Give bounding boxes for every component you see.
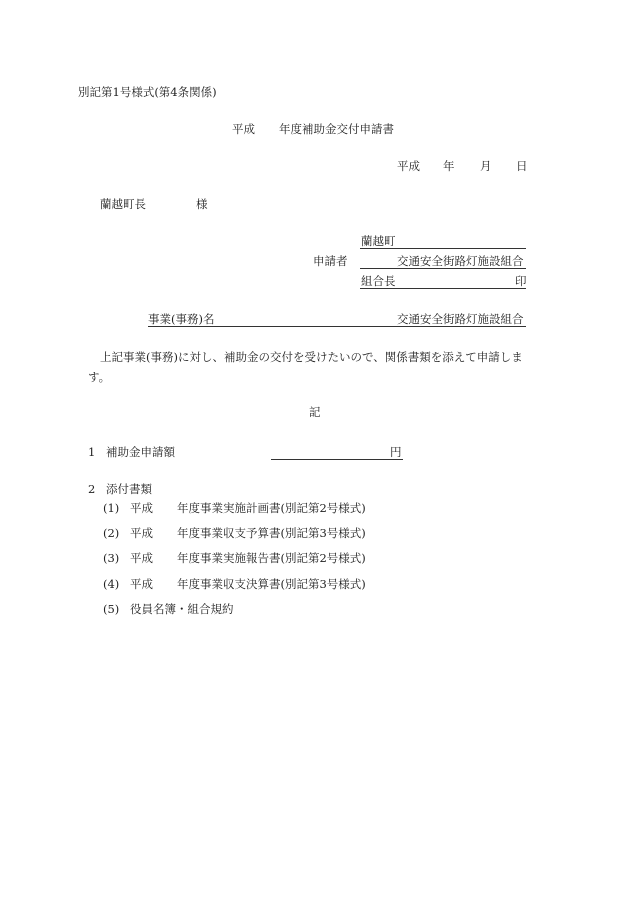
- applicant-line-2: 交通安全街路灯施設組合: [397, 254, 524, 268]
- attachment-era: 平成: [130, 577, 153, 591]
- title-text: 年度補助金交付申請書: [279, 122, 394, 136]
- applicant-label: 申請者: [313, 254, 348, 268]
- title-era: 平成: [232, 122, 255, 136]
- body-line-2: す。: [88, 370, 111, 384]
- attachment-era: 平成: [130, 501, 153, 515]
- project-value: 交通安全街路灯施設組合: [397, 312, 524, 326]
- ki-heading: 記: [309, 405, 321, 419]
- amount-underline: [271, 459, 403, 460]
- item-1-unit: 円: [390, 445, 402, 459]
- date-year: 年: [443, 159, 455, 173]
- date-era: 平成: [397, 159, 420, 173]
- attachment-text: 役員名簿・組合規約: [130, 602, 234, 616]
- date-day: 日: [516, 159, 528, 173]
- applicant-line-1: 蘭越町: [361, 234, 396, 248]
- addressee-honorific: 様: [196, 197, 208, 211]
- attachment-number: (3): [103, 551, 120, 565]
- item-2-label: 添付書類: [106, 482, 152, 496]
- date-month: 月: [480, 159, 492, 173]
- attachment-era: 平成: [130, 526, 153, 540]
- addressee-name: 蘭越町長: [100, 197, 146, 211]
- item-2-number: 2: [88, 482, 96, 496]
- item-1-label: 補助金申請額: [106, 445, 175, 459]
- attachment-text: 年度事業実施計画書(別記第2号様式): [177, 501, 366, 515]
- project-label: 事業(事務)名: [148, 312, 215, 326]
- applicant-line-3: 組合長: [361, 274, 396, 288]
- seal-mark: 印: [515, 274, 527, 288]
- attachment-text: 年度事業実施報告書(別記第2号様式): [177, 551, 366, 565]
- project-underline: [148, 326, 526, 327]
- attachment-number: (5): [103, 602, 120, 616]
- attachment-number: (2): [103, 526, 120, 540]
- applicant-underline-2: [360, 268, 526, 269]
- attachment-text: 年度事業収支予算書(別記第3号様式): [177, 526, 366, 540]
- attachment-text: 年度事業収支決算書(別記第3号様式): [177, 577, 366, 591]
- attachment-era: 平成: [130, 551, 153, 565]
- attachment-number: (1): [103, 501, 120, 515]
- item-1-number: 1: [88, 445, 96, 459]
- attachment-number: (4): [103, 577, 120, 591]
- applicant-underline-3: [360, 288, 526, 289]
- form-reference: 別記第1号様式(第4条関係): [78, 85, 217, 99]
- applicant-underline-1: [360, 248, 526, 249]
- body-line-1: 上記事業(事務)に対し、補助金の交付を受けたいので、関係書類を添えて申請しま: [100, 350, 523, 364]
